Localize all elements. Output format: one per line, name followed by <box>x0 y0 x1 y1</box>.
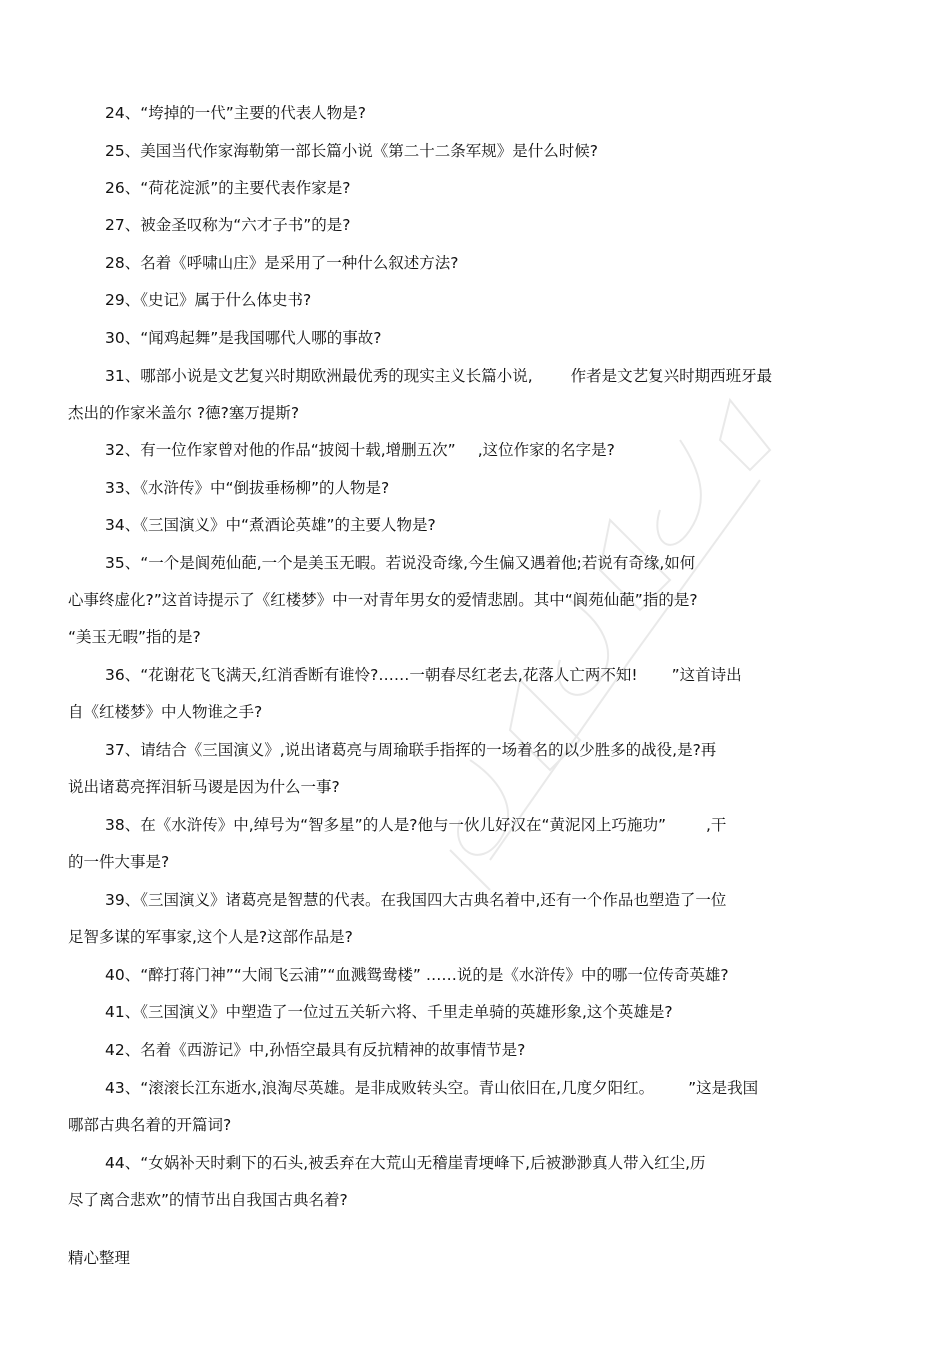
question-36: 36、“花谢花飞飞满天,红消香断有谁怜?……一朝春尽红老去,花落人亡两不知! ”这首诗出 <box>105 666 742 684</box>
question-36-cont: 自《红楼梦》中人物谁之手? <box>68 703 263 721</box>
question-35-cont-1: 心事终虚化?”这首诗提示了《红楼梦》中一对青年男女的爱情悲剧。其中“阆苑仙葩”指的是? <box>68 591 698 609</box>
question-44-cont: 尽了离合悲欢”的情节出自我国古典名着? <box>68 1191 348 1209</box>
question-42: 42、名着《西游记》中,孙悟空最具有反抗精神的故事情节是? <box>105 1041 526 1059</box>
question-24: 24、“垮掉的一代”主要的代表人物是? <box>105 104 367 122</box>
question-37: 37、请结合《三国演义》,说出诸葛亮与周瑜联手指挥的一场着名的以少胜多的战役,是?再 <box>105 741 717 759</box>
question-32: 32、有一位作家曾对他的作品“披阅十载,增删五次” ,这位作家的名字是? <box>105 441 615 459</box>
question-38: 38、在《水浒传》中,绰号为“智多星”的人是?他与一伙儿好汉在“黄泥冈上巧施功” ,干 <box>105 816 727 834</box>
question-40: 40、“醉打蒋门神”“大闹飞云浦”“血溅鸳鸯楼” ……说的是《水浒传》中的哪一位传奇英雄? <box>105 966 729 984</box>
page-footer: 精心整理 <box>68 1249 131 1267</box>
question-35-cont-2: “美玉无暇”指的是? <box>68 628 201 646</box>
question-43: 43、“滚滚长江东逝水,浪淘尽英雄。是非成败转头空。青山依旧在,几度夕阳红。 ”这是我国 <box>105 1079 759 1097</box>
question-39: 39、《三国演义》诸葛亮是智慧的代表。在我国四大古典名着中,还有一个作品也塑造了一位 <box>105 891 727 909</box>
question-25: 25、美国当代作家海勒第一部长篇小说《第二十二条军规》是什么时候? <box>105 142 598 160</box>
question-31-cont: 杰出的作家米盖尔 ?德?塞万提斯? <box>68 404 300 422</box>
question-28: 28、名着《呼啸山庄》是采用了一种什么叙述方法? <box>105 254 459 272</box>
question-26: 26、“荷花淀派”的主要代表作家是? <box>105 179 351 197</box>
question-44: 44、“女娲补天时剩下的石头,被丢弃在大荒山无稽崖青埂峰下,后被渺渺真人带入红尘,历 <box>105 1154 706 1172</box>
question-35: 35、“一个是阆苑仙葩,一个是美玉无暇。若说没奇缘,今生偏又遇着他;若说有奇缘,如何 <box>105 554 696 572</box>
question-29: 29、《史记》属于什么体史书? <box>105 291 312 309</box>
question-33: 33、《水浒传》中“倒拔垂杨柳”的人物是? <box>105 479 390 497</box>
question-30: 30、“闻鸡起舞”是我国哪代人哪的事故? <box>105 329 382 347</box>
question-31: 31、哪部小说是文艺复兴时期欧洲最优秀的现实主义长篇小说, 作者是文艺复兴时期西班牙最 <box>105 367 773 385</box>
question-39-cont: 足智多谋的军事家,这个人是?这部作品是? <box>68 928 353 946</box>
question-34: 34、《三国演义》中“煮酒论英雄”的主要人物是? <box>105 516 436 534</box>
question-37-cont: 说出诸葛亮挥泪斩马谡是因为什么一事? <box>68 778 340 796</box>
question-43-cont: 哪部古典名着的开篇词? <box>68 1116 232 1134</box>
question-41: 41、《三国演义》中塑造了一位过五关斩六将、千里走单骑的英雄形象,这个英雄是? <box>105 1003 673 1021</box>
question-38-cont: 的一件大事是? <box>68 853 170 871</box>
question-27: 27、被金圣叹称为“六才子书”的是? <box>105 216 351 234</box>
